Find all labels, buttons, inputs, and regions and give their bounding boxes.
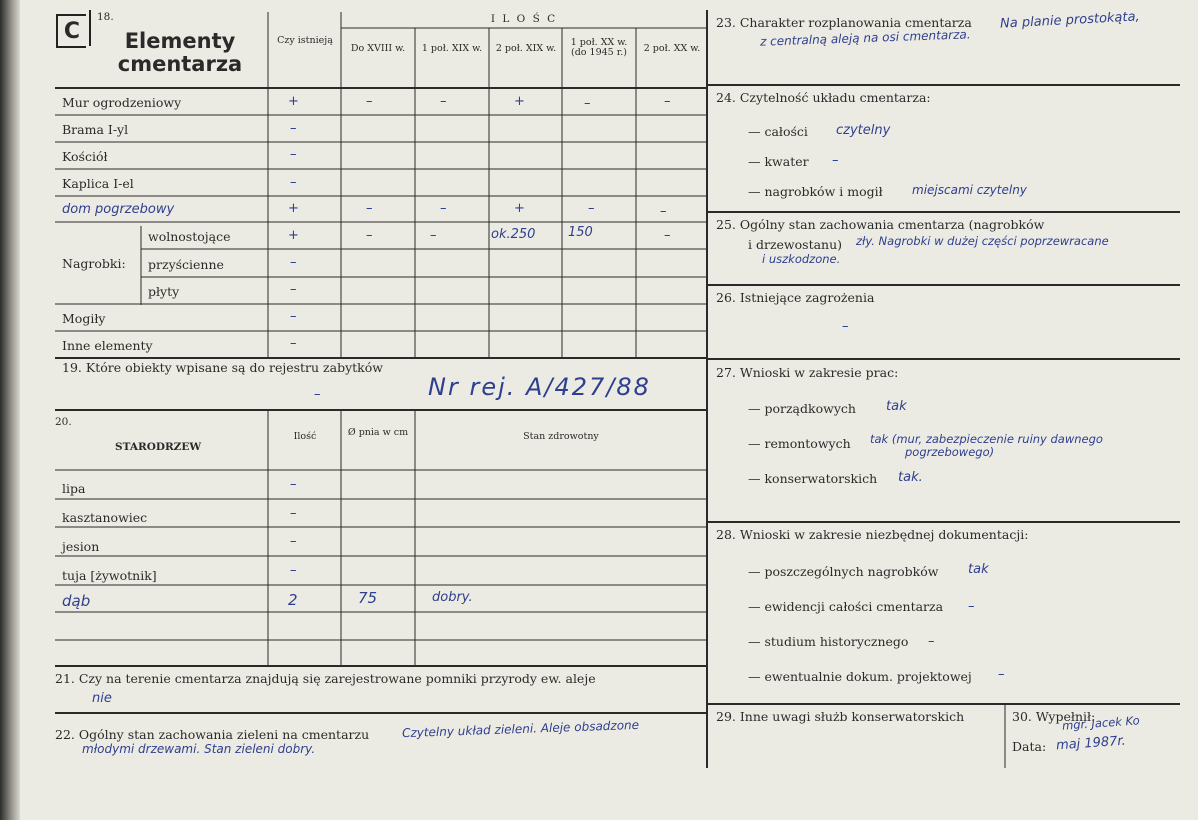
- period-value: –: [430, 228, 437, 243]
- s27-item-value-line2: pogrzebowego): [905, 445, 995, 459]
- period-header: 1 poł. XIX w.: [421, 43, 483, 54]
- exists-mark: –: [290, 121, 297, 136]
- element-label: Brama I-yl: [62, 122, 129, 137]
- period-header: 2 poł. XIX w.: [495, 43, 557, 54]
- s24-item-value: czytelny: [836, 123, 891, 138]
- exists-mark: +: [288, 201, 299, 216]
- s30-name: mgr. Jacek Ko: [1061, 713, 1141, 733]
- period-value: +: [514, 94, 525, 109]
- exists-mark: –: [290, 282, 297, 297]
- s26-value: –: [842, 319, 849, 334]
- s27-label: 27. Wnioski w zakresie prac:: [716, 365, 899, 380]
- period-value: –: [588, 201, 595, 216]
- period-header: 1 poł. XX w. (do 1945 r.): [570, 37, 628, 58]
- card-letter-bar: [89, 10, 91, 46]
- tree-name: jesion: [62, 539, 100, 554]
- tree-count: –: [290, 477, 297, 492]
- period-header: Do XVIII w.: [350, 43, 406, 54]
- s20-col-health: Stan zdrowotny: [523, 431, 599, 442]
- period-value: –: [366, 94, 373, 109]
- period-value: –: [440, 94, 447, 109]
- s26-label: 26. Istniejące zagrożenia: [716, 290, 875, 305]
- s25-value-line1: zły. Nagrobki w dużej części poprzewracane: [856, 234, 1109, 248]
- tree-diameter: 75: [358, 589, 378, 607]
- s30-date: maj 1987r.: [1055, 733, 1127, 754]
- s24-label: 24. Czytelność układu cmentarza:: [716, 90, 931, 105]
- s28-item-label: — studium historycznego: [748, 634, 909, 649]
- s24-item-label: — nagrobków i mogił: [748, 184, 883, 199]
- period-value: –: [664, 228, 671, 243]
- exists-mark: –: [290, 175, 297, 190]
- s27-item-value: tak (mur, zabezpieczenie ruiny dawnego: [870, 432, 1103, 446]
- s20-col-tree: STARODRZEW: [115, 441, 202, 453]
- s25-label-line1: 25. Ogólny stan zachowania cmentarza (nagrobków: [716, 217, 1045, 232]
- s27-item-value: tak: [886, 399, 907, 414]
- exists-mark: +: [288, 94, 299, 109]
- nagrobki-label: Nagrobki:: [62, 256, 126, 271]
- tree-count: –: [290, 534, 297, 549]
- tree-count: 2: [288, 591, 298, 609]
- s28-item-label: — ewidencji całości cmentarza: [748, 599, 944, 614]
- s29-label: 29. Inne uwagi służb konserwatorskich: [716, 709, 965, 724]
- col-exists-header: Czy istnieją: [277, 35, 333, 46]
- period-value: –: [660, 204, 667, 219]
- s28-item-value: –: [998, 667, 1005, 682]
- s24-item-label: — całości: [748, 124, 808, 139]
- s28-item-value: –: [928, 634, 935, 649]
- tree-name: lipa: [62, 481, 86, 496]
- exists-mark: –: [290, 147, 297, 162]
- s22-value-line2: młodymi drzewami. Stan zieleni dobry.: [82, 742, 316, 756]
- s21-value: nie: [92, 691, 112, 706]
- s23-label: 23. Charakter rozplanowania cmentarza: [716, 15, 972, 30]
- tree-name: tuja [żywotnik]: [62, 568, 157, 583]
- s23-value-line1: Na planie prostokąta,: [999, 9, 1140, 32]
- s24-item-label: — kwater: [748, 154, 809, 169]
- element-label: płyty: [148, 284, 180, 299]
- exists-mark: –: [290, 309, 297, 324]
- s27-item-label: — remontowych: [748, 436, 851, 451]
- s25-label-line2: i drzewostanu): [748, 237, 843, 252]
- s20-col-diameter: Ø pnia w cm: [347, 427, 409, 438]
- exists-mark: –: [290, 255, 297, 270]
- element-label: Mogiły: [62, 311, 106, 326]
- s28-item-value: tak: [968, 562, 989, 577]
- s20-col-count: Ilość: [293, 431, 317, 442]
- section-number-18: 18.: [97, 11, 114, 23]
- s25-value-line2: i uszkodzone.: [762, 252, 841, 266]
- tree-name-handwritten: dąb: [62, 592, 91, 610]
- s19-label: 19. Które obiekty wpisane są do rejestru zabytków: [62, 360, 383, 375]
- s27-item-label: — konserwatorskich: [748, 471, 878, 486]
- element-label: Kościół: [62, 149, 108, 164]
- period-value: –: [584, 96, 591, 111]
- s19-register-number: Nr rej. A/427/88: [428, 373, 651, 401]
- period-value: –: [366, 228, 373, 243]
- s30-date-label: Data:: [1012, 739, 1047, 754]
- s27-item-label: — porządkowych: [748, 401, 856, 416]
- period-value: +: [514, 201, 525, 216]
- s24-item-value: miejscami czytelny: [912, 183, 1027, 197]
- period-value: –: [366, 201, 373, 216]
- tree-health: dobry.: [432, 590, 473, 605]
- s22-value-line1: Czytelny układ zieleni. Aleje obsadzone: [401, 717, 640, 741]
- s21-label: 21. Czy na terenie cmentarza znajdują się zarejestrowane pomniki przyrody ew. aleje: [55, 671, 596, 686]
- s19-dash: –: [314, 387, 321, 402]
- element-label: wolnostojące: [148, 229, 231, 244]
- s22-label: 22. Ogólny stan zachowania zieleni na cmentarzu: [55, 727, 370, 742]
- s20-number: 20.: [55, 416, 72, 428]
- col-quantity-header: I L O Ś C: [490, 13, 558, 25]
- s28-item-value: –: [968, 599, 975, 614]
- tree-count: –: [290, 506, 297, 521]
- period-value: –: [440, 201, 447, 216]
- element-label: Kaplica I-el: [62, 176, 134, 191]
- period-value: ok.250: [491, 227, 536, 242]
- s28-item-label: — poszczególnych nagrobków: [748, 564, 939, 579]
- element-label: Mur ogrodzeniowy: [62, 95, 182, 110]
- exists-mark: –: [290, 336, 297, 351]
- s23-value-line2: z centralną aleją na osi cmentarza.: [759, 27, 971, 49]
- elements-title: Elementy cmentarza: [117, 29, 243, 77]
- element-label: przyścienne: [148, 257, 224, 272]
- period-value: –: [664, 94, 671, 109]
- element-label-handwritten: dom pogrzebowy: [62, 202, 175, 217]
- card-letter: C: [56, 14, 86, 48]
- tree-name: kasztanowiec: [62, 510, 148, 525]
- tree-count: –: [290, 563, 297, 578]
- period-value: 150: [568, 225, 593, 240]
- s30-label: 30. Wypełnił:: [1012, 709, 1096, 724]
- s28-label: 28. Wnioski w zakresie niezbędnej dokumentacji:: [716, 527, 1029, 542]
- period-header: 2 poł. XX w.: [643, 43, 701, 54]
- s28-item-label: — ewentualnie dokum. projektowej: [748, 669, 972, 684]
- exists-mark: +: [288, 228, 299, 243]
- s27-item-value: tak.: [898, 470, 923, 485]
- s24-item-value: –: [832, 153, 839, 168]
- element-label: Inne elementy: [62, 338, 153, 353]
